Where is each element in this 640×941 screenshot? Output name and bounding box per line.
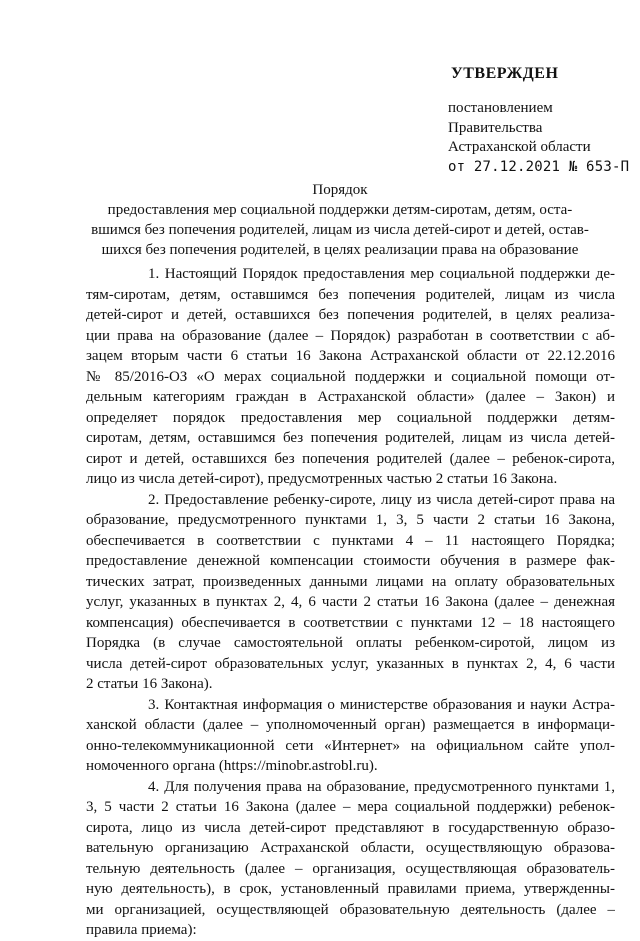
heading-line: шихся без попечения родителей, в целях реализации права на образование <box>101 242 579 258</box>
paragraph-line: ханской области (далее – уполномоченный орган) размещается в информаци- <box>86 717 615 733</box>
paragraph-line: сирота, лицо из числа детей-сирот представляют в государственную образо- <box>86 819 615 836</box>
paragraph-line: вательную организацию Астраханской области, осуществляющую образова- <box>86 840 615 856</box>
paragraph-line: сирот и детей, оставшихся без попечения родителей (далее – ребенок-сирота, <box>86 450 615 467</box>
paragraph-3 <box>86 695 615 777</box>
paragraph-line: 2. Предоставление ребенку-сироте, лицу из числа детей-сирот права на <box>148 491 615 508</box>
approval-line: Правительства <box>448 119 543 136</box>
paragraph-line: дельным категориям граждан в Астраханской области» (далее – Закон) и <box>86 389 615 405</box>
paragraph-line: правила приема): <box>86 922 197 938</box>
paragraph-line: № 85/2016-ОЗ «О мерах социальной поддержки и социальной помощи от- <box>86 368 615 385</box>
paragraph-line: образование, предусмотренного пунктами 1, 3, 5 части 2 статьи 16 Закона, <box>86 512 615 528</box>
approval-stamp <box>448 64 634 177</box>
paragraph-line: зацем вторым части 6 статьи 16 Закона Астраханской области от 22.12.2016 <box>86 348 615 364</box>
heading-line: предоставления мер социальной поддержки детям-сиротам, детям, оста- <box>107 202 573 218</box>
approval-lines <box>448 99 634 177</box>
paragraph-line: тельную деятельность (далее – организация, осуществляющая образователь- <box>86 860 615 877</box>
heading-line: вшимся без попечения родителей, лицам из числа детей-сирот и детей, остав- <box>91 222 589 238</box>
paragraph-line: числа детей-сирот образовательных услуг, указанных в пунктах 2, 4, 6 части <box>86 655 615 672</box>
approval-title: УТВЕРЖДЕН <box>451 65 559 82</box>
approval-line: Астраханской области <box>448 139 591 155</box>
paragraph-line: детей-сирот и детей, оставшихся без попечения родителей, в целях реализа- <box>86 307 615 323</box>
paragraph-4 <box>86 777 615 941</box>
document-title: Порядок <box>312 182 368 198</box>
document-heading <box>90 180 590 260</box>
paragraph-line: 4. Для получения права на образование, предусмотренного пунктами 1, <box>148 778 615 795</box>
document-body <box>86 264 615 941</box>
paragraph-line: обеспечивается в соответствии с пунктами 4 – 11 настоящего Порядка; <box>86 532 615 549</box>
approval-date: от 27.12.2021 № 653-П <box>448 158 630 175</box>
paragraph-1 <box>86 264 615 490</box>
paragraph-line: ции права на образование (далее – Порядок) разработан в соответствии с аб- <box>86 327 615 344</box>
paragraph-line: определяет порядок предоставления мер социальной поддержки детям- <box>86 409 615 426</box>
paragraph-line: 3, 5 части 2 статьи 16 Закона (далее – мера социальной поддержки) ребенок- <box>86 799 615 815</box>
paragraph-line: сиротам, детям, оставшимся без попечения родителей, лицам из числа детей- <box>86 430 615 446</box>
paragraph-line: номоченного органа (https://minobr.astrobl.ru). <box>86 758 378 774</box>
approval-line: постановлением <box>448 100 553 116</box>
paragraph-line: тям-сиротам, детям, оставшимся без попечения родителей, лицам из числа <box>86 286 615 303</box>
paragraph-line: 2 статьи 16 Закона). <box>86 676 213 692</box>
paragraph-line: 1. Настоящий Порядок предоставления мер социальной поддержки де- <box>148 266 615 282</box>
paragraph-line: тических затрат, произведенных данными лицами на оплату образовательных <box>86 573 615 590</box>
paragraph-line: компенсация) обеспечивается в соответствии с пунктами 12 – 18 настоящего <box>86 614 615 631</box>
paragraph-line: услуг, указанных в пунктах 2, 4, 6 части 2 статьи 16 Закона (далее – денежная <box>86 594 615 610</box>
paragraph-2 <box>86 490 615 695</box>
paragraph-line: ную деятельность), в срок, установленный правилами приема, утвержденны- <box>86 881 615 897</box>
paragraph-line: ми организацией, осуществляющей образовательную деятельность (далее – <box>86 901 615 918</box>
paragraph-line: 3. Контактная информация о министерстве образования и науки Астра- <box>148 696 615 713</box>
paragraph-line: онно-телекоммуникационной сети «Интернет» на официальном сайте упол- <box>86 737 615 754</box>
paragraph-line: Порядка (в случае самостоятельной оплаты ребенком-сиротой, лицом из <box>86 635 615 651</box>
paragraph-line: предоставление денежной компенсации стоимости обучения в размере фак- <box>86 553 615 569</box>
paragraph-line: лицо из числа детей-сирот), предусмотренных частью 2 статьи 16 Закона. <box>86 471 558 487</box>
